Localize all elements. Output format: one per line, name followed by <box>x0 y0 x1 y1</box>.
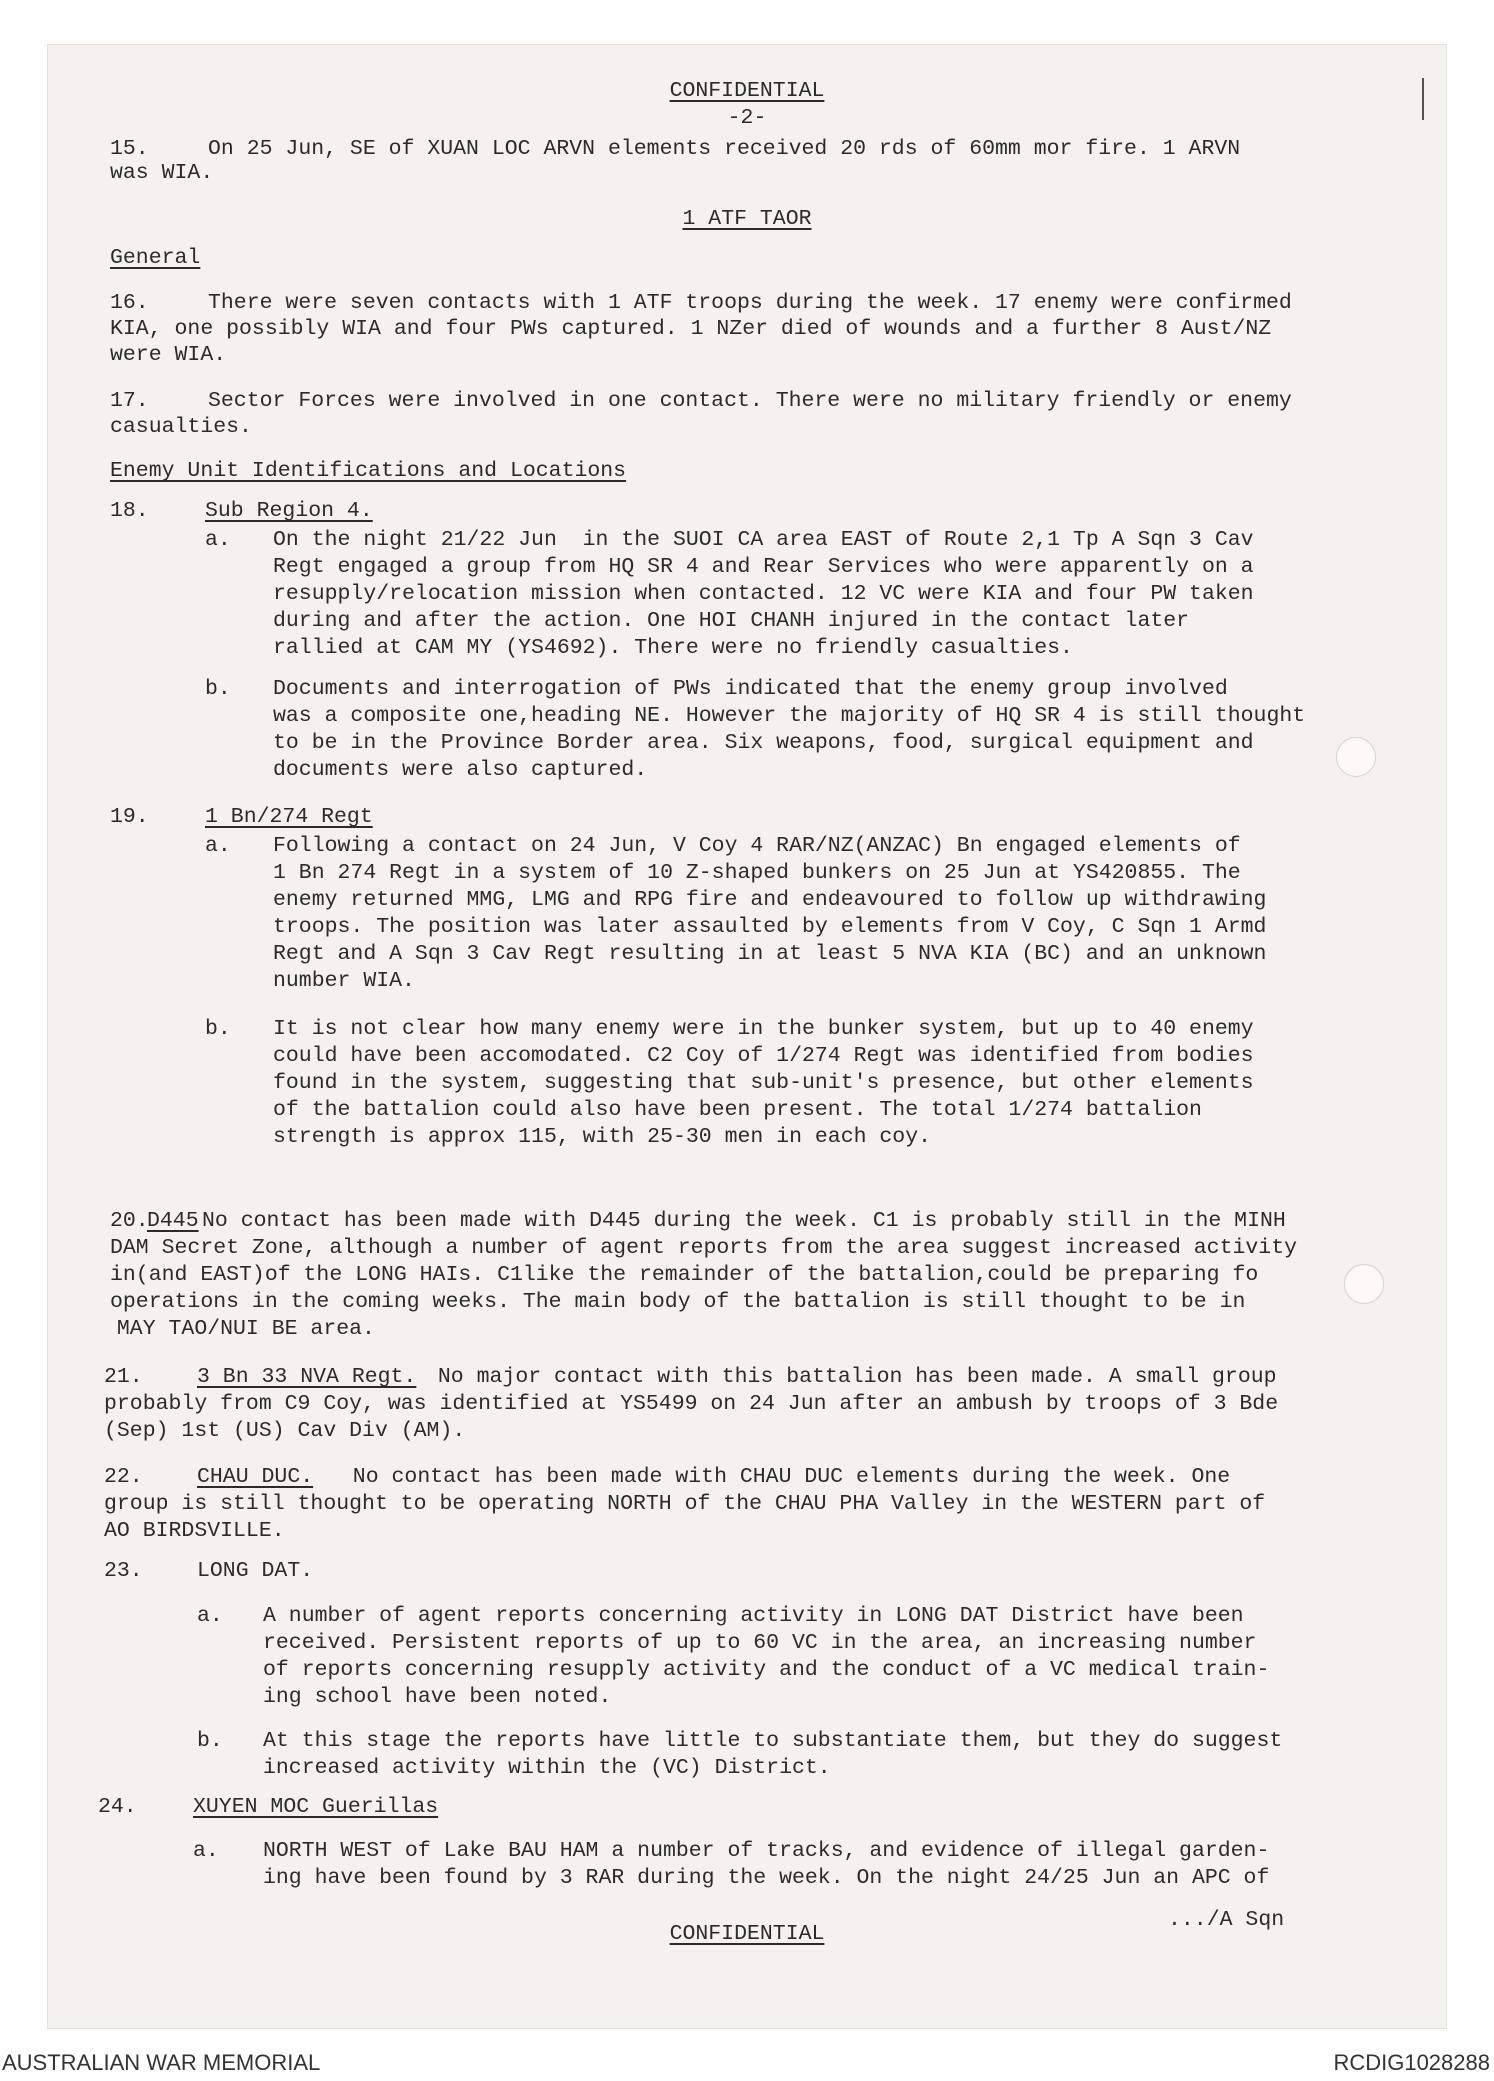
item-text: A number of agent reports concerning activity in LONG DAT District have been <box>263 1604 1244 1628</box>
para-number: 21. <box>104 1365 143 1389</box>
item-text: strength is approx 115, with 25-30 men in each coy. <box>273 1125 932 1149</box>
item-text: ing school have been noted. <box>263 1685 612 1709</box>
para-title: LONG DAT. <box>197 1559 314 1583</box>
para-text: casualties. <box>110 415 252 439</box>
para-text: No contact has been made with D445 during the week. C1 is probably still in the MINH <box>202 1209 1286 1233</box>
item-text: number WIA. <box>273 969 415 993</box>
classification-top: CONFIDENTIAL <box>669 79 825 103</box>
classification-bottom: CONFIDENTIAL <box>669 1922 825 1946</box>
para-text: DAM Secret Zone, although a number of agent reports from the area suggest increased activity <box>110 1236 1297 1260</box>
item-label: b. <box>205 677 231 701</box>
para-text: probably from C9 Coy, was identified at YS5499 on 24 Jun after an ambush by troops of 3 Bde <box>104 1392 1279 1416</box>
para-text: There were seven contacts with 1 ATF troops during the week. 17 enemy were confirmed <box>208 291 1292 315</box>
archive-name: AUSTRALIAN WAR MEMORIAL <box>2 2050 321 2075</box>
item-label: a. <box>205 528 231 552</box>
para-title: Sub Region 4. <box>205 499 373 523</box>
continuation-note: .../A Sqn <box>1168 1908 1285 1932</box>
item-text: received. Persistent reports of up to 60 VC in the area, an increasing number <box>263 1631 1257 1655</box>
item-text: 1 Bn 274 Regt in a system of 10 Z-shaped bunkers on 25 Jun at YS420855. The <box>273 861 1241 885</box>
item-text: At this stage the reports have little to substantiate them, but they do suggest <box>263 1729 1283 1753</box>
para-text: was WIA. <box>110 161 214 185</box>
para-number: 16. <box>110 291 149 315</box>
item-label: a. <box>193 1839 219 1863</box>
para-number: 19. <box>110 805 149 829</box>
para-text: Sector Forces were involved in one contact. There were no military friendly or enemy <box>208 389 1292 413</box>
item-text: It is not clear how many enemy were in the bunker system, but up to 40 enemy <box>273 1017 1254 1041</box>
item-text: Regt engaged a group from HQ SR 4 and Rear Services who were apparently on a <box>273 555 1254 579</box>
item-text: found in the system, suggesting that sub-unit's presence, but other elements <box>273 1071 1254 1095</box>
archive-reference: RCDIG1028288 <box>1333 2050 1490 2075</box>
para-text: in(and EAST)of the LONG HAIs. C1like the remainder of the battalion,could be preparing fo <box>110 1263 1259 1287</box>
para-title: 1 Bn/274 Regt <box>205 805 373 829</box>
item-text: NORTH WEST of Lake BAU HAM a number of tracks, and evidence of illegal garden- <box>263 1839 1270 1863</box>
item-label: a. <box>197 1604 223 1628</box>
item-text: Documents and interrogation of PWs indicated that the enemy group involved <box>273 677 1228 701</box>
para-number: 18. <box>110 499 149 523</box>
item-text: of reports concerning resupply activity and the conduct of a VC medical train- <box>263 1658 1270 1682</box>
para-title: D445 <box>147 1209 199 1233</box>
item-text: ing have been found by 3 RAR during the week. On the night 24/25 Jun an APC of <box>263 1866 1270 1890</box>
para-text: KIA, one possibly WIA and four PWs captured. 1 NZer died of wounds and a further 8 Aust/NZ <box>110 317 1272 341</box>
item-text: increased activity within the (VC) District. <box>263 1756 831 1780</box>
item-text: documents were also captured. <box>273 758 648 782</box>
item-label: b. <box>197 1729 223 1753</box>
general-heading: General <box>110 246 201 270</box>
item-text: Regt and A Sqn 3 Cav Regt resulting in at least 5 NVA KIA (BC) and an unknown <box>273 942 1267 966</box>
enemy-heading: Enemy Unit Identifications and Locations <box>110 459 627 483</box>
item-text: enemy returned MMG, LMG and RPG fire and endeavoured to follow up withdrawing <box>273 888 1267 912</box>
para-text: were WIA. <box>110 343 227 367</box>
para-text: (Sep) 1st (US) Cav Div (AM). <box>104 1419 466 1443</box>
para-number: 17. <box>110 389 149 413</box>
page-number: -2- <box>727 106 767 130</box>
item-text: rallied at CAM MY (YS4692). There were no friendly casualties. <box>273 636 1073 660</box>
item-text: of the battalion could also have been present. The total 1/274 battalion <box>273 1098 1202 1122</box>
item-text: during and after the action. One HOI CHANH injured in the contact later <box>273 609 1190 633</box>
item-text: was a composite one,heading NE. However the majority of HQ SR 4 is still thought <box>273 704 1306 728</box>
para-number: 22. <box>104 1465 143 1489</box>
item-text: could have been accomodated. C2 Coy of 1/274 Regt was identified from bodies <box>273 1044 1254 1068</box>
para-number: 24. <box>98 1795 137 1819</box>
para-title: XUYEN MOC Guerillas <box>193 1795 439 1819</box>
item-text: troops. The position was later assaulted by elements from V Coy, C Sqn 1 Armd <box>273 915 1267 939</box>
item-label: a. <box>205 834 231 858</box>
para-text: No major contact with this battalion has been made. A small group <box>425 1365 1277 1389</box>
para-title: 3 Bn 33 NVA Regt. <box>197 1365 417 1389</box>
para-text: group is still thought to be operating NORTH of the CHAU PHA Valley in the WESTERN part of <box>104 1492 1266 1516</box>
item-text: On the night 21/22 Jun in the SUOI CA area EAST of Route 2,1 Tp A Sqn 3 Cav <box>273 528 1254 552</box>
section-title: 1 ATF TAOR <box>682 207 812 231</box>
archive-footer <box>0 2044 1494 2081</box>
para-text: AO BIRDSVILLE. <box>104 1519 285 1543</box>
para-title: CHAU DUC. <box>197 1465 314 1489</box>
para-text: No contact has been made with CHAU DUC elements during the week. One <box>327 1465 1231 1489</box>
para-number: 23. <box>104 1559 143 1583</box>
para-text: MAY TAO/NUI BE area. <box>104 1317 375 1341</box>
para-text: On 25 Jun, SE of XUAN LOC ARVN elements received 20 rds of 60mm mor fire. 1 ARVN <box>208 137 1241 161</box>
para-number: 15. <box>110 137 149 161</box>
para-text: operations in the coming weeks. The main body of the battalion is still thought to be in <box>110 1290 1246 1314</box>
item-text: resupply/relocation mission when contacted. 12 VC were KIA and four PW taken <box>273 582 1254 606</box>
para-number: 20. <box>110 1209 149 1233</box>
item-text: Following a contact on 24 Jun, V Coy 4 RAR/NZ(ANZAC) Bn engaged elements of <box>273 834 1241 858</box>
item-label: b. <box>205 1017 231 1041</box>
item-text: to be in the Province Border area. Six weapons, food, surgical equipment and <box>273 731 1254 755</box>
